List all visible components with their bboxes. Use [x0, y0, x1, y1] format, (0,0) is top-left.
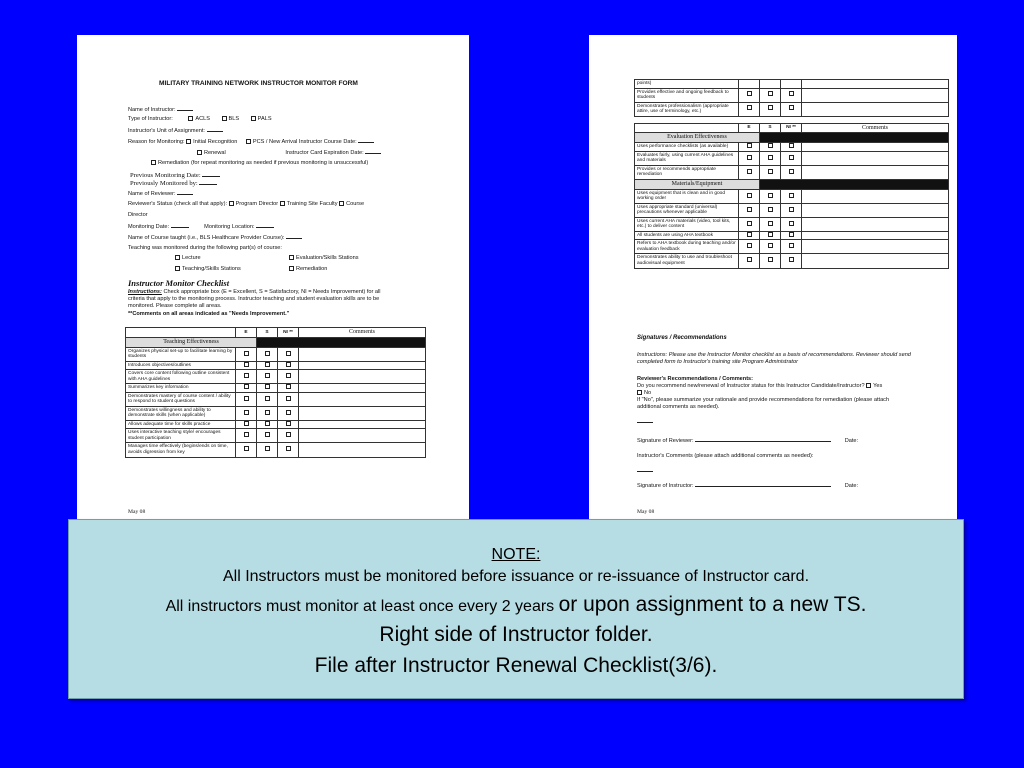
initial-recognition-checkbox[interactable] [186, 139, 191, 144]
note-line-4: File after Instructor Renewal Checklist(3/6). [314, 654, 718, 677]
rating-cell-s[interactable] [257, 370, 278, 384]
rating-checkbox-s[interactable] [265, 384, 270, 389]
criterion-label: Demonstrates willingness and ability to demonstrate skills (when applicable) [126, 406, 236, 420]
rating-checkbox-e[interactable] [747, 221, 752, 226]
section-teaching-effectiveness-fill [257, 337, 426, 347]
rating-cell-s[interactable] [760, 231, 781, 240]
rating-cell-e[interactable] [236, 406, 257, 420]
section-evaluation-effectiveness-label: Evaluation Effectiveness [635, 133, 760, 143]
rating-checkbox-ni[interactable] [789, 155, 794, 160]
table-row [635, 189, 949, 203]
checklist-table-left [125, 327, 426, 458]
criterion-label: Demonstrates mastery of course content / ability to respond to student questions [126, 392, 236, 406]
rating-checkbox-e[interactable] [244, 362, 249, 367]
rating-checkbox-s[interactable] [265, 410, 270, 415]
table-row [126, 420, 426, 429]
footer-right: May 08 [637, 509, 655, 515]
rating-checkbox-s[interactable] [768, 105, 773, 110]
rating-checkbox-e[interactable] [244, 384, 249, 389]
header-e: E [236, 328, 257, 338]
rating-checkbox-e[interactable] [244, 421, 249, 426]
rating-cell-e[interactable] [236, 347, 257, 361]
header-blank [126, 328, 236, 338]
rating-cell-e[interactable] [236, 443, 257, 457]
table-gap [635, 116, 949, 123]
bls-checkbox[interactable] [222, 116, 227, 121]
table-row [126, 370, 426, 384]
rating-checkbox-s[interactable] [768, 193, 773, 198]
table-row [126, 406, 426, 420]
rating-cell-e[interactable] [236, 361, 257, 370]
rating-checkbox-ni[interactable] [789, 243, 794, 248]
rating-checkbox-e[interactable] [747, 169, 752, 174]
table-gap-cell [635, 116, 949, 123]
rating-checkbox-s[interactable] [265, 362, 270, 367]
criterion-label: Uses equipment that is clean and in good working order [635, 189, 739, 203]
section-materials-equipment-fill [760, 179, 949, 189]
rating-cell-ni[interactable] [781, 240, 802, 254]
table-row [635, 203, 949, 217]
previous-monitoring-date-label: Previous Monitoring Date: [130, 172, 220, 180]
criterion-label: Uses current AHA materials (video, tool kits, etc.) to deliver content [635, 217, 739, 231]
header-comments: Comments [802, 123, 949, 133]
renewal-checkbox[interactable] [197, 150, 202, 155]
rating-checkbox-ni[interactable] [286, 396, 291, 401]
teaching-skills-checkbox[interactable] [175, 266, 180, 271]
instructions-line3: monitored. Please complete all areas. [128, 303, 222, 309]
rating-checkbox-s[interactable] [768, 207, 773, 212]
rating-checkbox-ni[interactable] [789, 193, 794, 198]
rating-cell-ni[interactable] [781, 151, 802, 165]
rating-cell-e[interactable] [739, 151, 760, 165]
remediation-option: Remediation [289, 266, 327, 273]
header-comments: Comments [299, 328, 426, 338]
table-row [126, 361, 426, 370]
rating-checkbox-ni[interactable] [286, 432, 291, 437]
recommendations-heading: Reviewer's Recommendations / Comments: [637, 376, 754, 382]
rating-checkbox-ni[interactable] [789, 257, 794, 262]
rating-cell-s[interactable] [760, 88, 781, 102]
remediation-row: Remediation (for repeat monitoring as needed if previous monitoring is unsuccessful) [151, 160, 368, 167]
rating-cell-e[interactable] [236, 420, 257, 429]
yes-checkbox[interactable] [866, 383, 871, 388]
criterion-label: Manages time effectively (begins/ends on time, avoids digression from key [126, 443, 236, 457]
rating-checkbox-s[interactable] [768, 243, 773, 248]
rating-checkbox-e[interactable] [747, 143, 752, 148]
rating-checkbox-ni[interactable] [789, 232, 794, 237]
criterion-label: Allows adequate time for skills practice [126, 420, 236, 429]
no-option: No [637, 390, 651, 397]
rating-checkbox-ni[interactable] [789, 207, 794, 212]
rating-cell-e[interactable] [739, 203, 760, 217]
rating-cell-ni[interactable] [781, 189, 802, 203]
rating-cell-ni[interactable] [781, 203, 802, 217]
rating-cell-e[interactable] [739, 254, 760, 268]
rating-cell-s[interactable] [760, 254, 781, 268]
rating-cell-ni[interactable] [278, 406, 299, 420]
rating-cell-ni[interactable] [781, 143, 802, 152]
teaching-skills-option: Teaching/Skills Stations [175, 266, 241, 273]
table-row [126, 384, 426, 393]
table-row [126, 443, 426, 457]
table-row [635, 217, 949, 231]
instructions-line2: criteria that apply to the monitoring process. Instructor teaching and student evaluation skills are to be [128, 296, 380, 302]
blank-line-1 [637, 418, 653, 426]
table-row [635, 151, 949, 165]
comments-cell[interactable] [802, 80, 949, 89]
name-of-reviewer-label: Name of Reviewer: [128, 190, 193, 198]
rating-cell-ni[interactable] [781, 231, 802, 240]
rating-checkbox-s[interactable] [265, 432, 270, 437]
comments-cell[interactable] [802, 203, 949, 217]
rating-checkbox-e[interactable] [747, 207, 752, 212]
header-blank [635, 123, 739, 133]
rating-checkbox-ni[interactable] [286, 351, 291, 356]
rating-checkbox-s[interactable] [768, 221, 773, 226]
pcs-new-arrival-checkbox[interactable] [246, 139, 251, 144]
blank-line-2 [637, 467, 653, 475]
rating-checkbox-e[interactable] [747, 232, 752, 237]
criterion-label: Refers to AHA textbook during teaching and/or evaluation feedback [635, 240, 739, 254]
unit-of-assignment-label: Instructor's Unit of Assignment: [128, 127, 223, 135]
rating-checkbox-s[interactable] [768, 257, 773, 262]
eval-skills-checkbox[interactable] [289, 255, 294, 260]
rating-cell-e[interactable] [236, 370, 257, 384]
rating-cell-e[interactable] [739, 189, 760, 203]
rating-cell-ni[interactable] [278, 429, 299, 443]
section-teaching-effectiveness-label: Teaching Effectiveness [126, 337, 257, 347]
rating-cell-e[interactable] [236, 392, 257, 406]
rating-cell-e[interactable] [236, 429, 257, 443]
program-director-checkbox[interactable] [229, 201, 234, 206]
no-checkbox[interactable] [637, 390, 642, 395]
instructions-line1: Instructions: Check appropriate box (E = Excellent, S = Satisfactory, NI = Needs Improvement) for all [128, 289, 381, 295]
rating-checkbox-e[interactable] [747, 155, 752, 160]
rating-cell-ni[interactable] [781, 102, 802, 116]
criterion-label: Organizes physical set-up to facilitate learning by students [126, 347, 236, 361]
header-e: E [739, 123, 760, 133]
note-line-1: All Instructors must be monitored before issuance or re-issuance of Instructor card. [222, 568, 810, 585]
pals-checkbox[interactable] [251, 116, 256, 121]
section-materials-equipment [635, 179, 949, 189]
rating-checkbox-s[interactable] [265, 421, 270, 426]
rating-cell-s[interactable] [760, 143, 781, 152]
rating-cell-s[interactable] [257, 406, 278, 420]
signature-instructor-row: Signature of Instructor: Date: [637, 483, 859, 489]
comments-cell[interactable] [299, 406, 426, 420]
comments-cell[interactable] [299, 392, 426, 406]
table-header-row [635, 123, 949, 133]
table-row [126, 392, 426, 406]
table-row [635, 231, 949, 240]
rating-cell-s[interactable] [760, 102, 781, 116]
comments-cell[interactable] [802, 240, 949, 254]
criterion-label: Uses performance checklists (as available) [635, 143, 739, 152]
table-row [635, 88, 949, 102]
rating-checkbox-ni[interactable] [789, 221, 794, 226]
rating-checkbox-ni[interactable] [286, 362, 291, 367]
rating-cell-ni[interactable] [278, 420, 299, 429]
rating-checkbox-e[interactable] [747, 243, 752, 248]
header-ni: NI ** [278, 328, 299, 338]
table-row [126, 347, 426, 361]
note-line-2: All instructors must monitor at least once every 2 years or upon assignment to a new TS. [165, 593, 867, 616]
rating-cell-s[interactable] [257, 443, 278, 457]
rating-cell-e[interactable] [739, 231, 760, 240]
rating-checkbox-e[interactable] [244, 432, 249, 437]
reviewer-status-row: Reviewer's Status (check all that apply): Program Director Training Site Faculty Course [128, 201, 365, 207]
table-row [635, 254, 949, 268]
rating-cell-s[interactable] [257, 392, 278, 406]
rating-cell-e[interactable] [739, 165, 760, 179]
rating-cell-s[interactable] [257, 361, 278, 370]
rating-cell-ni[interactable] [781, 88, 802, 102]
comments-cell[interactable] [802, 254, 949, 268]
rating-checkbox-e[interactable] [244, 396, 249, 401]
type-of-instructor-row: Type of Instructor: ACLS BLS PALS [128, 116, 272, 122]
rating-checkbox-s[interactable] [265, 396, 270, 401]
rating-cell-ni[interactable] [278, 361, 299, 370]
comments-cell[interactable] [299, 384, 426, 393]
rating-cell-e[interactable] [739, 217, 760, 231]
note-heading: NOTE: [491, 546, 541, 563]
criterion-label: Uses interactive teaching style/ encourages student participation [126, 429, 236, 443]
eval-skills-option: Evaluation/Skills Stations [289, 255, 359, 262]
course-taught-label: Name of Course taught (i.e., BLS Healthcare Provider Course): [128, 234, 302, 242]
rating-cell-e[interactable] [236, 384, 257, 393]
rating-checkbox-e[interactable] [747, 105, 752, 110]
rating-checkbox-s[interactable] [265, 446, 270, 451]
rating-cell-ni[interactable] [278, 392, 299, 406]
rating-checkbox-e[interactable] [244, 446, 249, 451]
rating-cell-s[interactable] [760, 151, 781, 165]
rating-checkbox-ni[interactable] [789, 169, 794, 174]
comments-cell[interactable] [802, 102, 949, 116]
note-box [68, 519, 964, 699]
rating-checkbox-ni[interactable] [286, 410, 291, 415]
comments-cell[interactable] [802, 143, 949, 152]
training-site-faculty-checkbox[interactable] [280, 201, 285, 206]
rating-cell-ni[interactable] [278, 384, 299, 393]
checklist-heading: Instructor Monitor Checklist [128, 278, 230, 288]
rating-checkbox-s[interactable] [265, 373, 270, 378]
remediation-part-checkbox[interactable] [289, 266, 294, 271]
rating-checkbox-s[interactable] [768, 232, 773, 237]
rating-checkbox-s[interactable] [768, 91, 773, 96]
header-s: S [760, 123, 781, 133]
table-row [635, 240, 949, 254]
comments-cell[interactable] [802, 165, 949, 179]
form-title: MILITARY TRAINING NETWORK INSTRUCTOR MONITOR FORM [159, 80, 358, 87]
rating-cell-ni[interactable] [278, 443, 299, 457]
rating-cell-s[interactable] [257, 429, 278, 443]
monitored-during-label: Teaching was monitored during the following part(s) of course: [128, 245, 282, 251]
comments-cell[interactable] [299, 370, 426, 384]
monitoring-date-row: Monitoring Date: Monitoring Location: [128, 223, 274, 231]
comments-cell[interactable] [802, 217, 949, 231]
comments-cell[interactable] [802, 151, 949, 165]
rating-cell-s[interactable] [257, 384, 278, 393]
rating-cell-s[interactable] [760, 203, 781, 217]
if-no-line1: If "No", please summarize your rationale and provide recommendations for remediation (please attach [637, 397, 890, 403]
rating-cell-s[interactable] [257, 347, 278, 361]
criterion-label: points) [635, 80, 739, 89]
table-row [126, 429, 426, 443]
criterion-label: Introduces objectives/outlines [126, 361, 236, 370]
comments-cell[interactable] [802, 231, 949, 240]
instructions-line4: **Comments on all areas indicated as "Needs Improvement." [128, 311, 290, 317]
rating-checkbox-s[interactable] [768, 155, 773, 160]
comments-cell[interactable] [802, 189, 949, 203]
rating-checkbox-ni[interactable] [789, 91, 794, 96]
rating-checkbox-ni[interactable] [286, 384, 291, 389]
header-s: S [257, 328, 278, 338]
rating-cell-s[interactable] [257, 420, 278, 429]
comments-cell[interactable] [299, 347, 426, 361]
rating-checkbox-e[interactable] [747, 257, 752, 262]
rating-cell-ni[interactable] [278, 347, 299, 361]
rating-cell-s[interactable] [760, 80, 781, 89]
renewal-row: Renewal Instructor Card Expiration Date: [197, 149, 381, 157]
rating-cell-s[interactable] [760, 189, 781, 203]
rating-cell-e[interactable] [739, 240, 760, 254]
rating-checkbox-e[interactable] [244, 410, 249, 415]
rating-cell-e[interactable] [739, 102, 760, 116]
rating-cell-ni[interactable] [781, 217, 802, 231]
comments-cell[interactable] [802, 88, 949, 102]
section-evaluation-effectiveness-fill [760, 133, 949, 143]
rating-cell-ni[interactable] [278, 370, 299, 384]
criterion-label: Demonstrates ability to use and troubleshoot audiovisual equipment [635, 254, 739, 268]
rating-checkbox-ni[interactable] [286, 446, 291, 451]
rating-cell-e[interactable] [739, 88, 760, 102]
rating-cell-s[interactable] [760, 240, 781, 254]
signature-reviewer-row: Signature of Reviewer: Date: [637, 438, 859, 444]
rating-checkbox-ni[interactable] [789, 143, 794, 148]
criterion-label: All students are using AHA textbook [635, 231, 739, 240]
remediation-checkbox[interactable] [151, 160, 156, 165]
checklist-table-right [634, 79, 949, 269]
criterion-label: Provides effective and ongoing feedback to students [635, 88, 739, 102]
section-teaching-effectiveness [126, 337, 426, 347]
rating-cell-e[interactable] [739, 143, 760, 152]
section-evaluation-effectiveness [635, 133, 949, 143]
form-page-right [589, 35, 957, 520]
rating-checkbox-ni[interactable] [789, 105, 794, 110]
lecture-option: Lecture [175, 255, 201, 262]
instructor-comments-label: Instructor's Comments (please attach additional comments as needed): [637, 453, 814, 459]
form-page-left [77, 35, 469, 520]
table-row [635, 143, 949, 152]
rating-cell-s[interactable] [760, 217, 781, 231]
criterion-label: Summarizes key information [126, 384, 236, 393]
rating-cell-ni[interactable] [781, 165, 802, 179]
rating-checkbox-e[interactable] [244, 373, 249, 378]
acls-checkbox[interactable] [188, 116, 193, 121]
rating-checkbox-s[interactable] [768, 143, 773, 148]
rating-checkbox-s[interactable] [265, 351, 270, 356]
header-ni: NI ** [781, 123, 802, 133]
criterion-label: Demonstrates professionalism (appropriate attire, use of terminology, etc.) [635, 102, 739, 116]
rating-checkbox-e[interactable] [244, 351, 249, 356]
signature-instructions-line2: completed form to Instructor's training site Program Administrator [637, 359, 798, 365]
criterion-label: Evaluates fairly, using current AHA guidelines and materials [635, 151, 739, 165]
rating-cell-ni[interactable] [781, 254, 802, 268]
course-director-checkbox[interactable] [339, 201, 344, 206]
criterion-label: Uses appropriate standard (universal) precautions whenever applicable [635, 203, 739, 217]
comments-cell[interactable] [299, 443, 426, 457]
rating-checkbox-e[interactable] [747, 193, 752, 198]
rating-checkbox-e[interactable] [747, 91, 752, 96]
footer-left: May 08 [128, 509, 146, 515]
rating-checkbox-ni[interactable] [286, 373, 291, 378]
table-row [635, 80, 949, 89]
section-materials-equipment-label: Materials/Equipment [635, 179, 760, 189]
table-row [635, 165, 949, 179]
comments-cell[interactable] [299, 429, 426, 443]
comments-cell[interactable] [299, 361, 426, 370]
signature-instructions-line1: Instructions: Please use the Instructor Monitor checklist as a basis of recommendations. Reviewer should send [637, 352, 911, 358]
previously-monitored-by-label: Previously Monitored by: [130, 180, 217, 188]
signatures-heading: Signatures / Recommendations [637, 335, 727, 341]
rating-cell-e[interactable] [739, 80, 760, 89]
recommendations-question: Do you recommend new/renewal of Instructor status for this Instructor Candidate/Instructor? Yes [637, 383, 883, 389]
reason-for-monitoring-row: Reason for Monitoring: Initial Recognition PCS / New Arrival Instructor Course Date: [128, 138, 374, 146]
criterion-label: Covers core content following outline consistent with AHA guidelines [126, 370, 236, 384]
note-line-3: Right side of Instructor folder. [379, 623, 653, 646]
criterion-label: Provides or recommends appropriate remediation [635, 165, 739, 179]
table-row [635, 102, 949, 116]
if-no-line2: additional comments as needed). [637, 404, 720, 410]
table-header-row [126, 328, 426, 338]
name-of-instructor-label: Name of Instructor: [128, 106, 193, 114]
lecture-checkbox[interactable] [175, 255, 180, 260]
rating-checkbox-ni[interactable] [286, 421, 291, 426]
comments-cell[interactable] [299, 420, 426, 429]
rating-checkbox-s[interactable] [768, 169, 773, 174]
rating-cell-ni[interactable] [781, 80, 802, 89]
director-label: Director [128, 212, 148, 218]
rating-cell-s[interactable] [760, 165, 781, 179]
